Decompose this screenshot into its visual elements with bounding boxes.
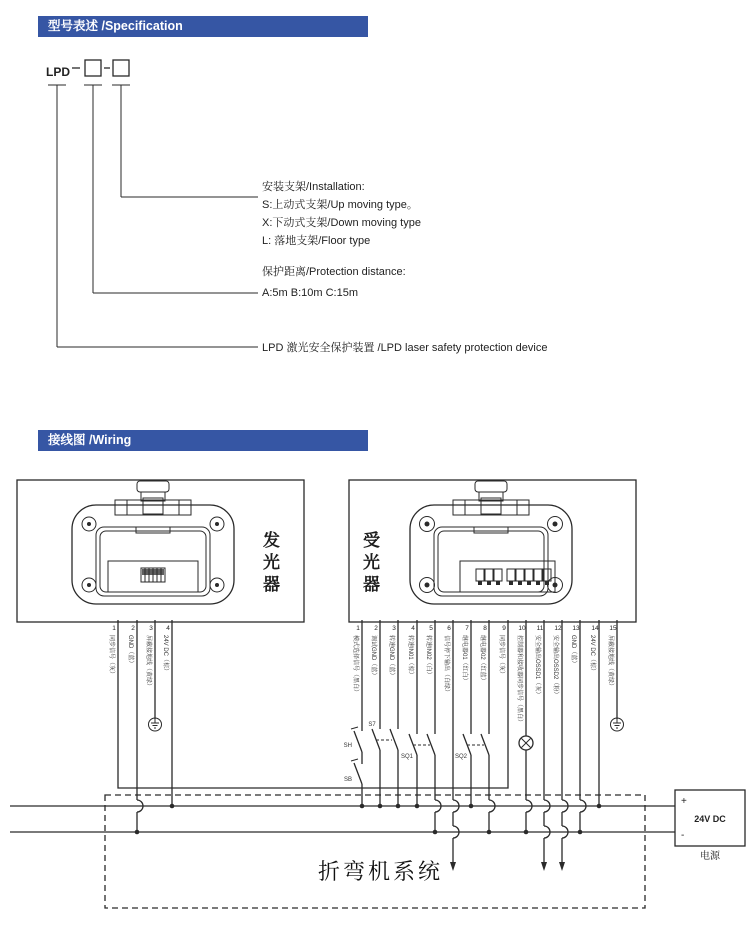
earth-ground-icon-transmitter [149, 718, 162, 731]
transmitter-device-drawing [72, 481, 234, 604]
svg-text:8: 8 [483, 625, 487, 632]
installation-option-l: L: 落地支架/Floor type [262, 235, 371, 247]
svg-text:信号停下输出（白绿）: 信号停下输出（白绿） [443, 635, 449, 696]
svg-text:12: 12 [554, 625, 562, 632]
lamp-icon [519, 736, 533, 750]
plus-terminal: + [681, 796, 687, 807]
svg-text:GND（蓝）: GND（蓝） [570, 635, 576, 667]
svg-text:24V DC（棕）: 24V DC（棕） [162, 635, 168, 675]
svg-text:SQ1: SQ1 [400, 754, 413, 760]
receiver-wire-labels [352, 635, 615, 725]
svg-text:同步信号（灰）: 同步信号（灰） [108, 635, 114, 678]
installation-option-s: S:上动式支架/Up moving type。 [262, 199, 418, 211]
svg-text:屏蔽接地线（黄绿）: 屏蔽接地线（黄绿） [607, 635, 613, 690]
svg-text:S7: S7 [368, 722, 376, 728]
svg-text:4: 4 [166, 625, 170, 632]
transmitter-name: 发光器 [260, 531, 279, 597]
cable-gland-icon [115, 481, 191, 515]
wiring-section-header: 接线图 /Wiring [38, 430, 368, 451]
output-arrows [450, 862, 565, 871]
power-supply [675, 790, 745, 862]
svg-text:安全输出OSSD2（粉）: 安全输出OSSD2（粉） [552, 635, 558, 698]
svg-text:GND（蓝）: GND（蓝） [127, 635, 133, 667]
svg-text:继电器02（红蓝）: 继电器02（红蓝） [479, 635, 485, 684]
transmitter-wire-numbers [112, 625, 170, 632]
receiver-name: 受光器 [360, 531, 379, 597]
svg-text:3: 3 [392, 625, 396, 632]
switch-sb [344, 759, 362, 784]
device-description-line: LPD 激光安全保护装置 /LPD laser safety protection device [262, 342, 548, 354]
switch-sq1 [401, 734, 435, 760]
transmitter-wire-labels [108, 635, 170, 689]
svg-text:11: 11 [536, 625, 544, 632]
svg-text:7: 7 [465, 625, 469, 632]
protection-value: A:5m B:10m C:15m [262, 287, 358, 299]
svg-text:继电器01（红白）: 继电器01（红白） [461, 635, 467, 684]
press-brake-system-label: 折弯机系统 [318, 859, 444, 884]
model-prefix-text: LPD [46, 65, 70, 79]
switch-sh [344, 727, 362, 752]
svg-text:屏蔽接地线（黄绿）: 屏蔽接地线（黄绿） [145, 635, 151, 690]
svg-text:控制器和接收器同步信号（黑白）: 控制器和接收器同步信号（黑白） [516, 635, 522, 726]
svg-text:15: 15 [609, 625, 617, 632]
svg-text:14: 14 [591, 625, 599, 632]
svg-text:模式选择信号（黑白）: 模式选择信号（黑白） [352, 635, 358, 696]
svg-text:同步信号（灰）: 同步信号（灰） [498, 635, 504, 678]
power-supply-caption: 电源 [700, 851, 720, 862]
switch-s7 [368, 722, 398, 750]
svg-text:1: 1 [112, 625, 116, 632]
svg-text:2: 2 [131, 625, 135, 632]
receiver-wire-numbers [356, 625, 617, 632]
protection-title: 保护距离/Protection distance: [262, 266, 406, 278]
cable-gland-icon [453, 481, 529, 515]
frame-notch [474, 527, 508, 533]
svg-text:13: 13 [572, 625, 580, 632]
svg-text:10: 10 [518, 625, 526, 632]
receiver-device-drawing [410, 481, 572, 604]
svg-text:安全输出OSSD1（灰）: 安全输出OSSD1（灰） [534, 635, 540, 698]
svg-text:转速GND（蓝）: 转速GND（蓝） [388, 635, 394, 679]
svg-text:6: 6 [447, 625, 451, 632]
svg-text:SB: SB [343, 777, 352, 783]
svg-text:1: 1 [356, 625, 360, 632]
wire-lines [118, 620, 617, 862]
svg-text:5: 5 [429, 625, 433, 632]
power-supply-label: 24V DC [694, 814, 726, 824]
svg-text:SH: SH [343, 743, 352, 749]
minus-terminal: - [681, 830, 685, 841]
terminal-blocks-icon [460, 561, 555, 592]
svg-text:9: 9 [502, 625, 506, 632]
frame-notch [136, 527, 170, 533]
switch-sq2 [455, 734, 489, 760]
svg-text:调试GND（蓝）: 调试GND（蓝） [370, 635, 376, 679]
installation-option-x: X:下动式支架/Down moving type [262, 217, 421, 229]
installation-title: 安装支架/Installation: [262, 181, 365, 193]
spec-section-header: 型号表述 /Specification [38, 16, 368, 37]
power-bus-lines [10, 806, 675, 832]
switches [344, 722, 489, 784]
svg-text:3: 3 [149, 625, 153, 632]
svg-text:转速IN01（棕）: 转速IN01（棕） [407, 635, 413, 678]
svg-text:转速IN02（白）: 转速IN02（白） [425, 635, 431, 678]
earth-ground-icon-receiver [611, 718, 624, 731]
svg-text:24V DC（棕）: 24V DC（棕） [589, 635, 595, 675]
terminal-connector-icon [108, 561, 198, 592]
svg-text:2: 2 [374, 625, 378, 632]
svg-text:SQ2: SQ2 [454, 754, 467, 760]
svg-text:4: 4 [411, 625, 415, 632]
